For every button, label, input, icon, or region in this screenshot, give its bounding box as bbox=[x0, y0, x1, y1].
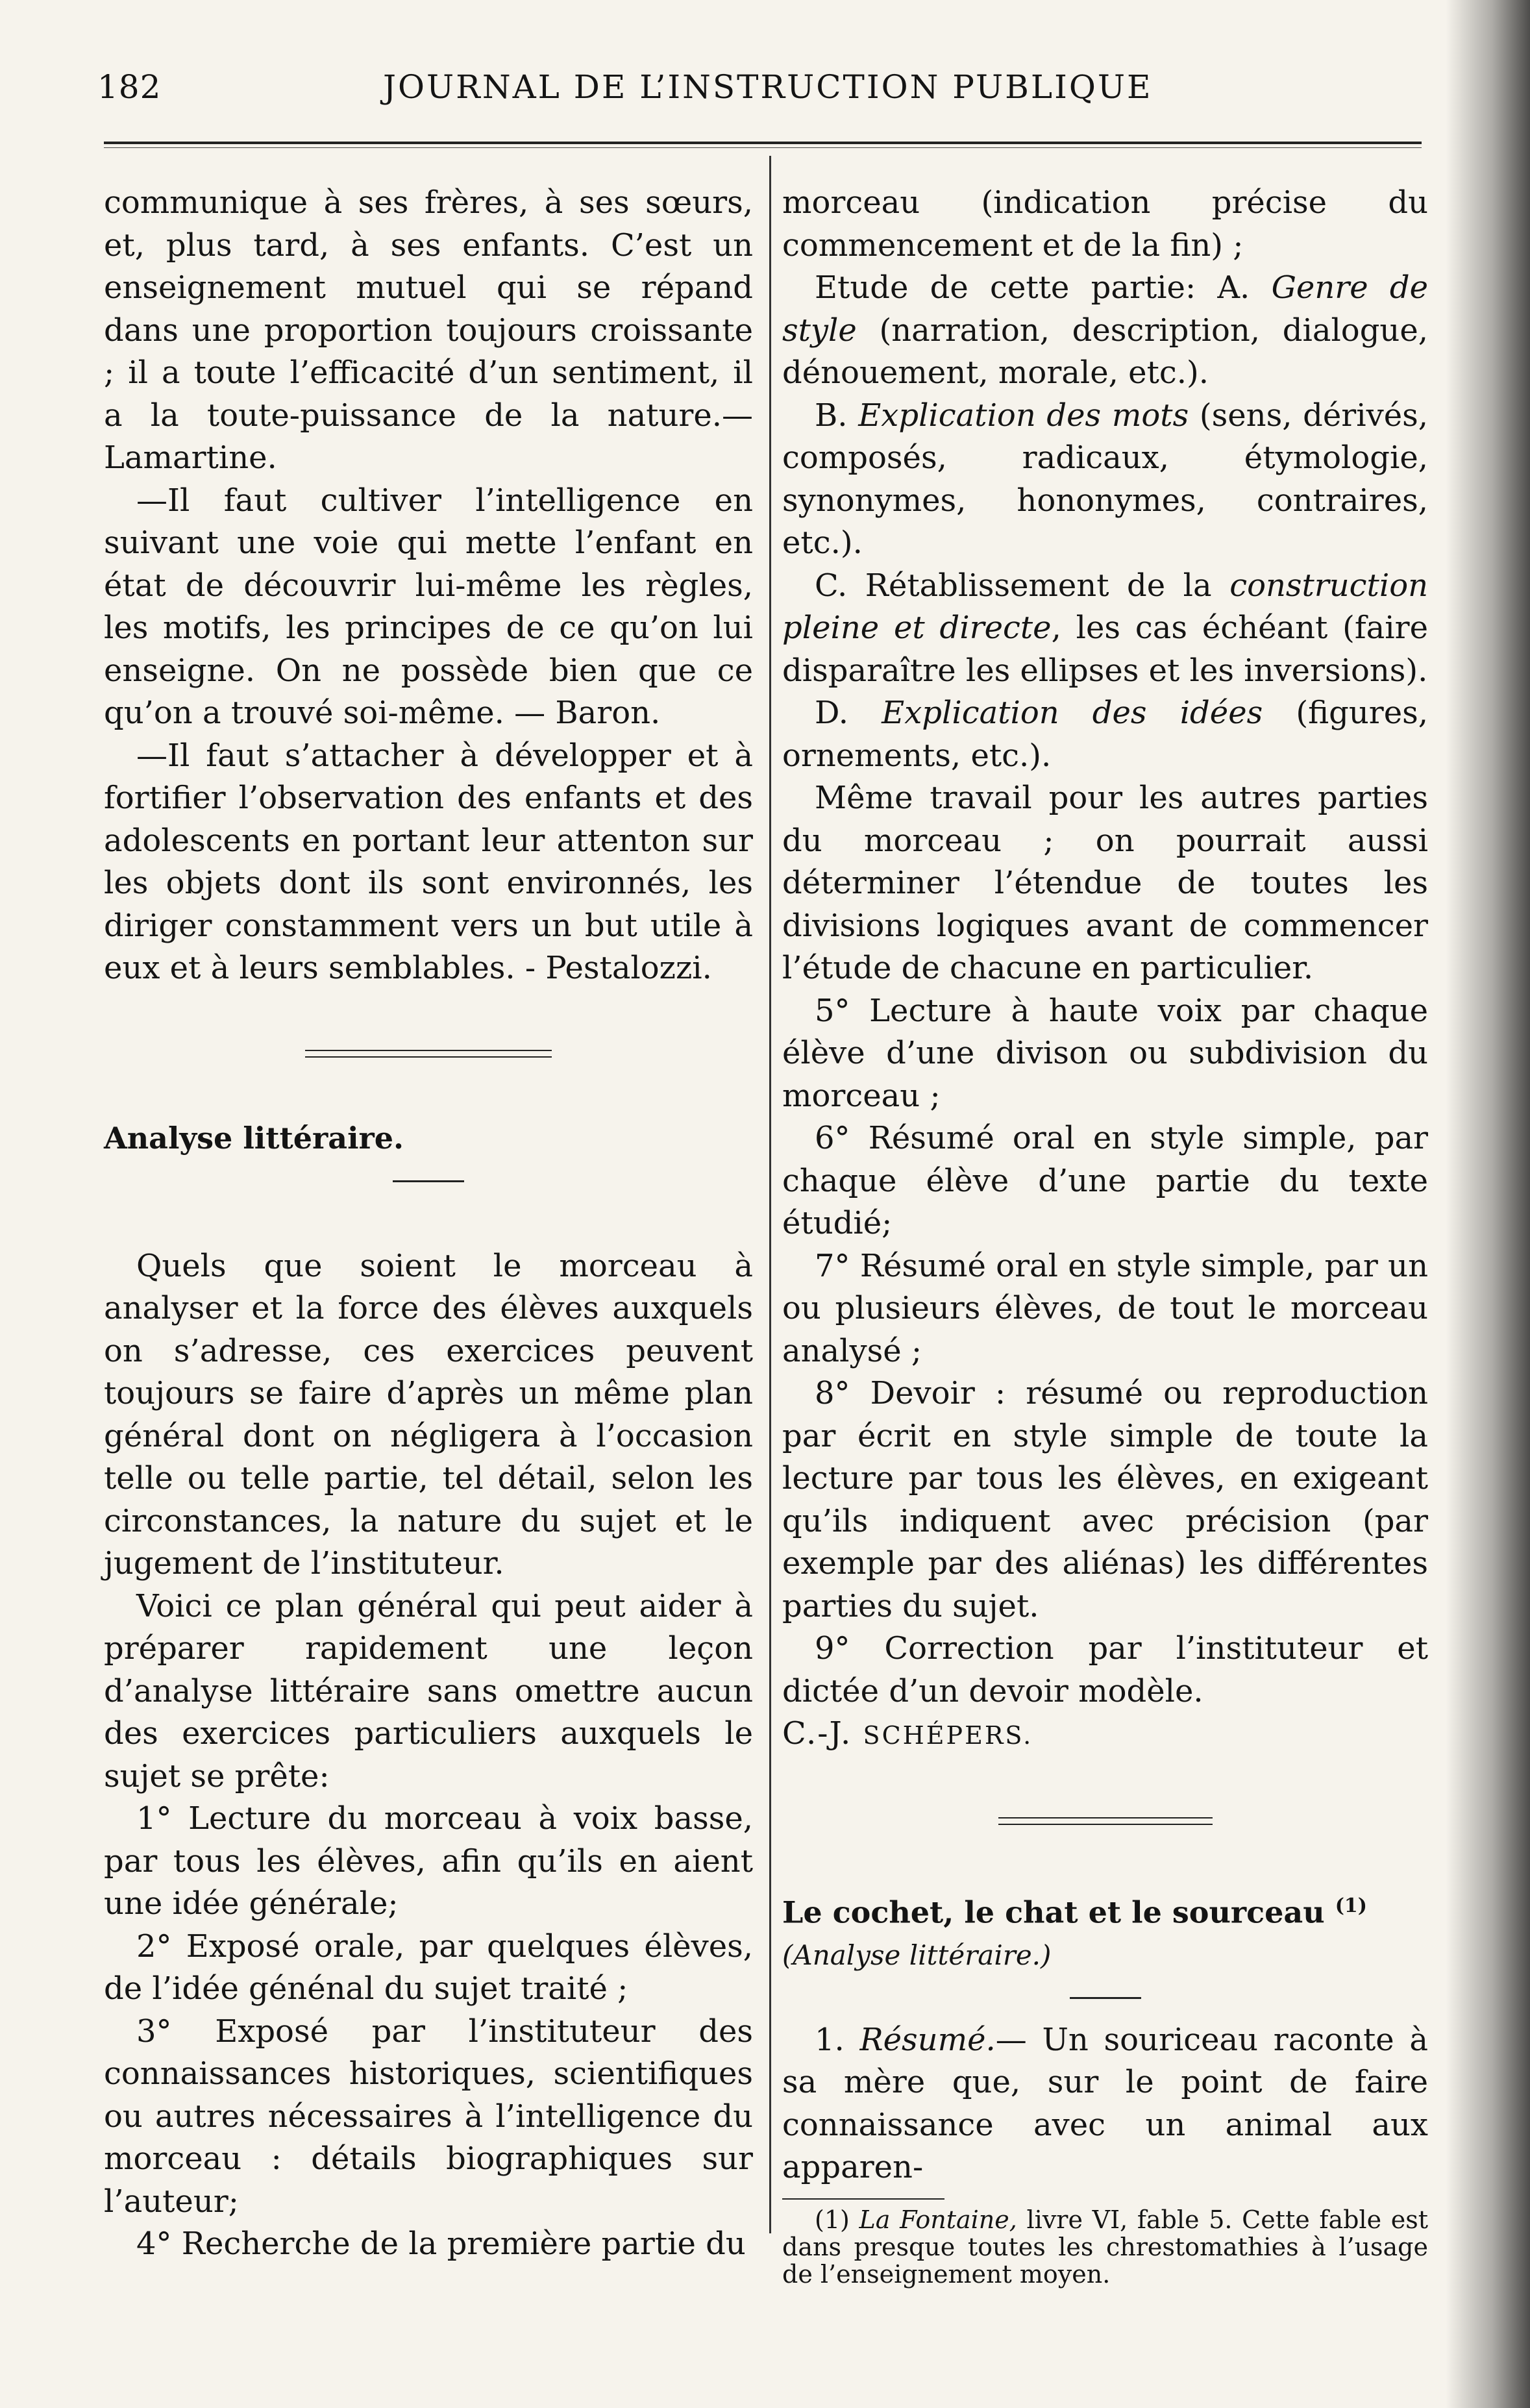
section-title-analyse: Analyse littéraire. bbox=[104, 1121, 404, 1156]
author-signature: C.-J. SCHÉPERS. bbox=[782, 1715, 1033, 1752]
step-6: 6° Résumé oral en style simple, par chaque élève d’une partie du texte étudié; bbox=[782, 1120, 1428, 1241]
paragraph-plan: Voici ce plan général qui peut aider à préparer rapidement une leçon d’analyse littéraire sans omettre aucun des exercices particuliers auxquels le sujet se prête: bbox=[104, 1587, 753, 1794]
step-1: 1° Lecture du morceau à voix basse, par tous les élèves, afin qu’ils en aient une idée générale; bbox=[104, 1800, 753, 1922]
step-9: 9° Correction par l’instituteur et dictée d’un devoir modèle. bbox=[782, 1630, 1428, 1709]
footnote-ref: (1) bbox=[1335, 1894, 1367, 1917]
paragraph-baron: —Il faut cultiver l’intelligence en suivant une voie qui mette l’enfant en état de découvrir lui-même les règles, les motifs, les principes de ce qu’on lui enseigne. On ne possède bien que ce qu’on a trouvé soi-même. — Baron. bbox=[104, 482, 753, 731]
section-title-fable: Le cochet, le chat et le sourceau $^{(1)}$ bbox=[782, 1894, 1367, 1930]
item-a: Etude de cette partie: A. Genre de style (narration, description, dialogue, dénouement, morale, etc.). bbox=[782, 269, 1428, 391]
step-5: 5° Lecture à haute voix par chaque élève d’une divison ou subdivision du morceau ; bbox=[782, 992, 1428, 1114]
spacer bbox=[104, 1075, 753, 1118]
paragraph-continued: morceau (indication précise du commencement et de la fin) ; bbox=[782, 184, 1428, 264]
spacer bbox=[104, 1202, 753, 1245]
step-7: 7° Résumé oral en style simple, par un ou plusieurs élèves, de tout le morceau analysé ; bbox=[782, 1247, 1428, 1369]
step-3: 3° Exposé par l’instituteur des connaissances historiques, scientifiques ou autres nécessaires à l’intelligence du morceau : détails biographiques sur l’auteur; bbox=[104, 2013, 753, 2220]
spacer bbox=[782, 1843, 1428, 1885]
page-number: 182 bbox=[97, 68, 162, 106]
header-rule bbox=[104, 142, 1422, 148]
paragraph-lamartine: communique à ses frères, à ses sœurs, et, plus tard, à ses enfants. C’est un enseignement mutuel qui se répand dans une proportion toujours croissante ; il a toute l’efficacité d’un sentiment, il a la toute-puissance de la nature.—Lamartine. bbox=[104, 184, 753, 476]
item-c: C. Rétablissement de la construction pleine et directe, les cas échéant (faire disparaître les ellipses et les inversions). bbox=[782, 567, 1428, 689]
column-divider bbox=[769, 156, 771, 2233]
right-column bbox=[782, 182, 1428, 2288]
paragraph-intro: Quels que soient le morceau à analyser et la force des élèves auxquels on s’adresse, ces exercices peuvent toujours se faire d’après un même plan général dont on négligera à l’occasion telle ou telle partie, tel détail, selon les circonstances, la nature du sujet et le jugement de l’instituteur. bbox=[104, 1247, 753, 1582]
running-title: JOURNAL DE L’INSTRUCTION PUBLIQUE bbox=[383, 68, 1153, 106]
footnote: (1) La Fontaine, livre VI, fable 5. Cette fable est dans presque toutes les chrestomathies à l’usage de l’enseignement moyen. bbox=[782, 2205, 1429, 2289]
step-4: 4° Recherche de la première partie du bbox=[136, 2226, 746, 2262]
left-column bbox=[104, 182, 753, 2266]
step-2: 2° Exposé orale, par quelques élèves, de l’idée génénal du sujet traité ; bbox=[104, 1928, 753, 2007]
spacer bbox=[782, 1757, 1428, 1800]
page-edge-shadow bbox=[1446, 0, 1530, 2408]
paragraph-meme-travail: Même travail pour les autres parties du morceau ; on pourrait aussi déterminer l’étendue de toutes les divisions logiques avant de commencer l’étude de chacune en particulier. bbox=[782, 780, 1428, 986]
paragraph-resume: 1. Résumé.— Un souriceau raconte à sa mère que, sur le point de faire connaissance avec un animal aux apparen- bbox=[782, 2021, 1428, 2186]
paragraph-pestalozzi: —Il faut s’attacher à développer et à fortifier l’observation des enfants et des adolescents en portant leur attenton sur les objets dont ils sont environnés, les diriger constamment vers un but utile à eux et à leurs semblables. - Pestalozzi. bbox=[104, 737, 753, 986]
spacer bbox=[104, 990, 753, 1033]
section-divider bbox=[782, 1800, 1428, 1843]
item-d: D. Explication des idées (figures, ornements, etc.). bbox=[782, 695, 1428, 774]
title-rule bbox=[782, 1976, 1428, 2019]
section-divider bbox=[104, 1032, 753, 1075]
page-header bbox=[97, 68, 1188, 120]
title-rule bbox=[104, 1160, 753, 1203]
section-subtitle: (Analyse littéraire.) bbox=[782, 1939, 1052, 1971]
footnote-rule bbox=[782, 2198, 944, 2200]
step-8: 8° Devoir : résumé ou reproduction par écrit en style simple de toute la lecture par tous les élèves, en exigeant qu’ils indiquent avec précision (par exemple par des aliénas) les différentes parties du sujet. bbox=[782, 1375, 1428, 1624]
item-b: B. Explication des mots (sens, dérivés, composés, radicaux, étymologie, synonymes, hononymes, contraires, etc.). bbox=[782, 397, 1429, 561]
